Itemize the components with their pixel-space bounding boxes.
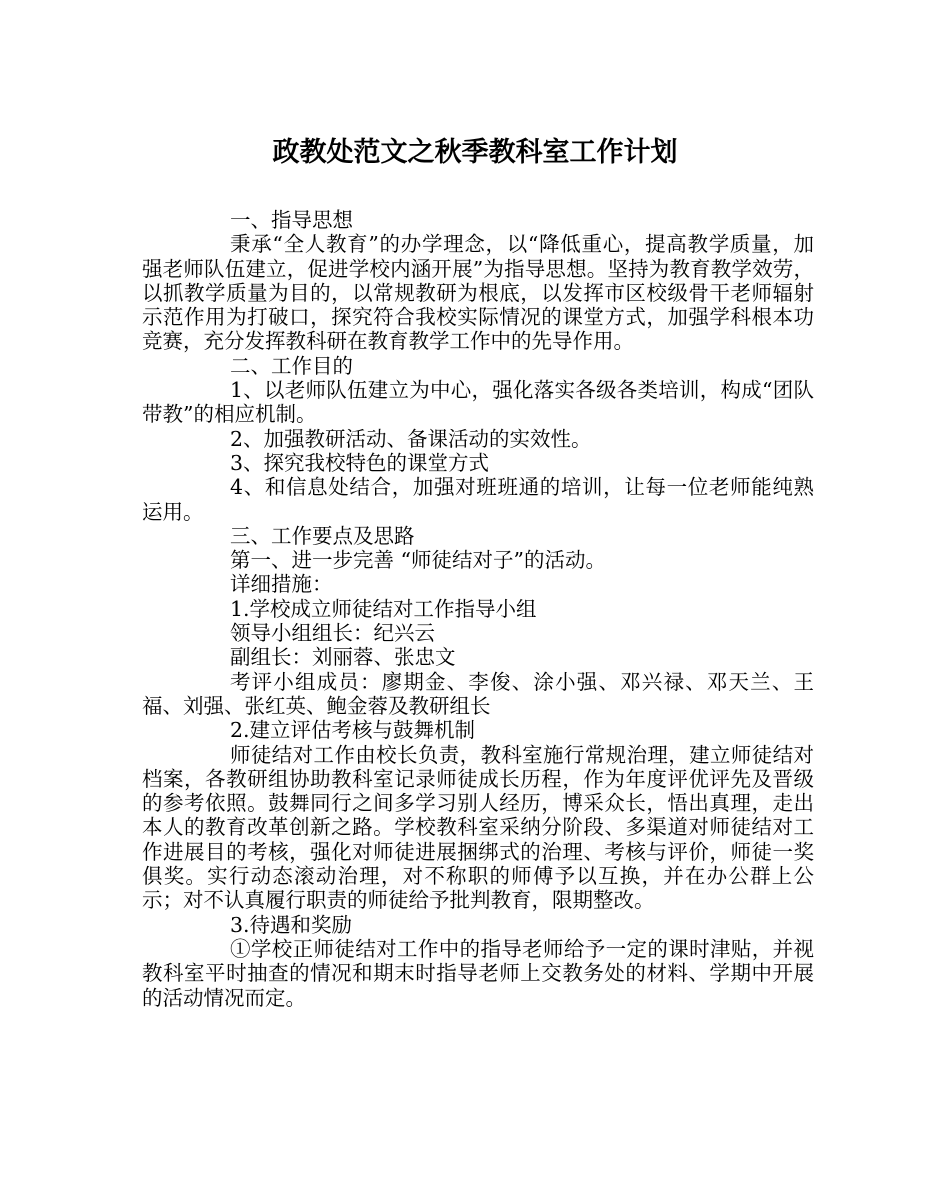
list-item: 1、以老师队伍建立为中心，强化落实各级各类培训，构成“团队带教”的相应机制。 (142, 378, 814, 427)
list-item: 3.待遇和奖励 (230, 912, 353, 937)
list-item: 4、和信息处结合，加强对班班通的培训，让每一位老师能纯熟运用。 (142, 475, 814, 524)
list-item: 2、加强教研活动、备课活动的实效性。 (230, 426, 592, 451)
section-heading: 二、工作目的 (230, 353, 353, 378)
section-heading: 一、指导思想 (230, 208, 353, 232)
list-item: 1.学校成立师徒结对工作指导小组 (230, 596, 537, 621)
paragraph: 领导小组组长：纪兴云 (230, 621, 435, 646)
document-title: 政教处范文之秋季教科室工作计划 (272, 137, 678, 168)
list-item: 2.建立评估考核与鼓舞机制 (230, 718, 476, 743)
list-item: 3、探究我校特色的课堂方式 (230, 450, 490, 475)
paragraph: 详细措施： (230, 572, 333, 597)
paragraph: ①学校正师徒结对工作中的指导老师给予一定的课时津贴，并视教科室平时抽查的情况和期末时指导老师上交教务处的材料、学期中开展的活动情况而定。 (142, 936, 814, 1010)
paragraph: 考评小组成员：廖期金、李俊、涂小强、邓兴禄、邓天兰、王福、刘强、张红英、鲍金蓉及教研组长 (142, 669, 814, 718)
paragraph: 第一、进一步完善 “师徒结对子”的活动。 (230, 548, 606, 573)
document-body (142, 208, 814, 1010)
paragraph: 副组长：刘丽蓉、张忠文 (230, 645, 456, 670)
paragraph: 师徒结对工作由校长负责，教科室施行常规治理，建立师徒结对档案，各教研组协助教科室记录师徒成长历程，作为年度评优评先及晋级的参考依照。鼓舞同行之间多学习别人经历，博采众长，悟出真理，走出本人的教育改革创新之路。学校教科室采纳分阶段、多渠道对师徒结对工作进展目的考核，强化对师徒进展捆绑式的治理、考核与评价，师徒一奖俱奖。实行动态滚动治理，对不称职的师傅予以互换，并在办公群上公示；对不认真履行职责的师徒给予批判教育，限期整改。 (142, 742, 814, 913)
paragraph: 秉承“全人教育”的办学理念，以“降低重心，提高教学质量，加强老师队伍建立，促进学校内涵开展”为指导思想。坚持为教育教学效劳，以抓教学质量为目的，以常规教研为根底，以发挥市区校级骨干老师辐射示范作用为打破口，探究符合我校实际情况的课堂方式，加强学科根本功竞赛，充分发挥教科研在教育教学工作中的先导作用。 (142, 232, 814, 354)
section-heading: 三、工作要点及思路 (230, 523, 415, 548)
